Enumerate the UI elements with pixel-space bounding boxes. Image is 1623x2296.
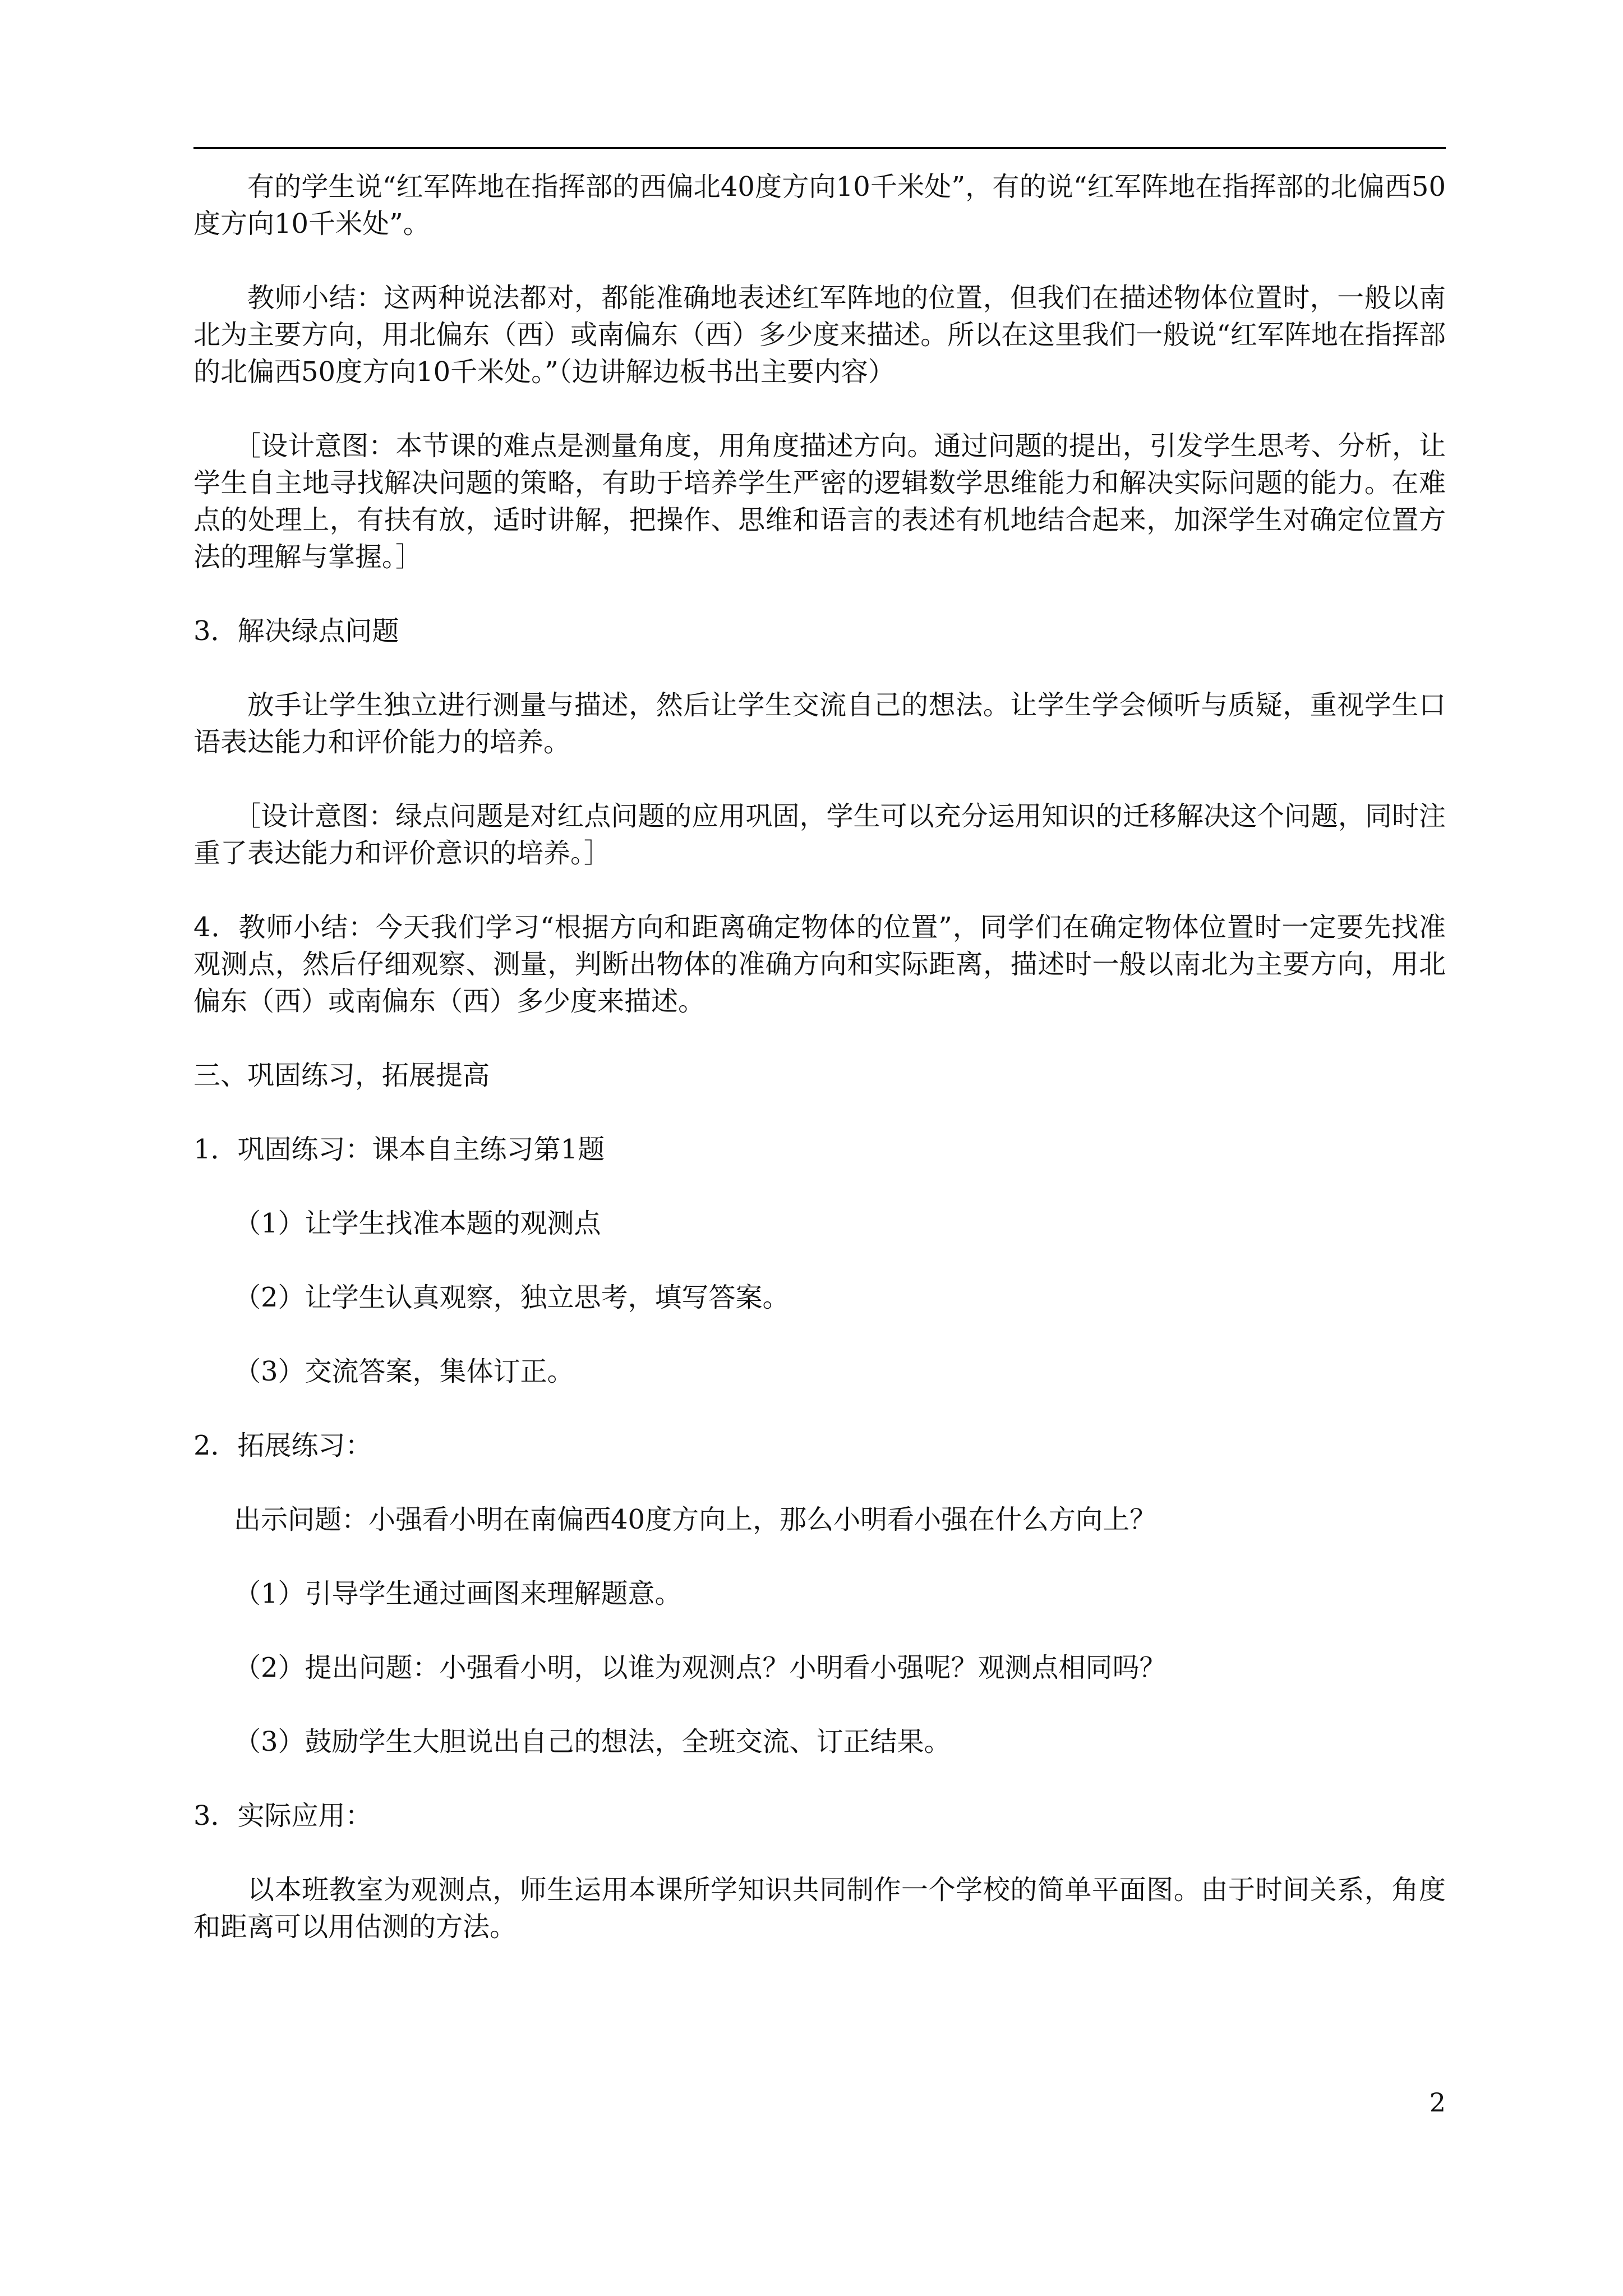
list-item-ext-2: （2）提出问题：小强看小明，以谁为观测点？小明看小强呢？观测点相同吗？ [234,1652,1166,1683]
list-item-1: （1）让学生找准本题的观测点 [234,1208,601,1239]
paragraph-teacher-summary: 教师小结：这两种说法都对，都能准确地表述红军阵地的位置，但我们在描述物体位置时，一般以南北为主要方向，用北偏东（西）或南偏东（西）多少度来描述。所以在这里我们一般说“红军阵地在指挥部的北偏西50度方向10千米处。”（边讲解边板书出主要内容） [193,282,1446,388]
list-item-3: （3）交流答案，集体订正。 [234,1356,574,1387]
paragraph-design-intent-1: ［设计意图：本节课的难点是测量角度，用角度描述方向。通过问题的提出，引发学生思考、分析，让学生自主地寻找解决问题的策略，有助于培养学生严密的逻辑数学思维能力和解决实际问题的能力。在难点的处理上，有扶有放，适时讲解，把操作、思维和语言的表述有机地结合起来，加深学生对确定位置方法的理解与掌握。］ [193,430,1446,573]
paragraph-red-army-statements: 有的学生说“红军阵地在指挥部的西偏北40度方向10千米处”，有的说“红军阵地在指挥部的北偏西50度方向10千米处”。 [193,171,1446,240]
list-item-ext-3: （3）鼓励学生大胆说出自己的想法，全班交流、订正结果。 [234,1726,951,1757]
header-rule [193,147,1446,149]
paragraph-independent-measure: 放手让学生独立进行测量与描述，然后让学生交流自己的想法。让学生学会倾听与质疑，重视学生口语表达能力和评价能力的培养。 [193,689,1446,758]
paragraph-design-intent-2: ［设计意图：绿点问题是对红点问题的应用巩固，学生可以充分运用知识的迁移解决这个问题，同时注重了表达能力和评价意识的培养。］ [193,800,1446,869]
list-item-ext-1: （1）引导学生通过画图来理解题意。 [234,1578,682,1609]
paragraph-problem-statement: 出示问题：小强看小明在南偏西40度方向上，那么小明看小强在什么方向上？ [234,1504,1157,1535]
list-item-2: （2）让学生认真观察，独立思考，填写答案。 [234,1282,790,1313]
paragraph-teacher-summary-4: 4．教师小结：今天我们学习“根据方向和距离确定物体的位置”，同学们在确定物体位置时一定要先找准观测点，然后仔细观察、测量，判断出物体的准确方向和实际距离，描述时一般以南北为主要方向，用北偏东（西）或南偏东（西）多少度来描述。 [193,912,1446,1017]
heading-consolidation-exercise: 1．巩固练习：课本自主练习第1题 [193,1134,605,1165]
page-number: 2 [1429,2087,1446,2118]
heading-extension-exercise: 2．拓展练习： [193,1430,372,1461]
paragraph-practical-application: 以本班教室为观测点，师生运用本课所学知识共同制作一个学校的简单平面图。由于时间关系，角度和距离可以用估测的方法。 [193,1874,1446,1943]
heading-practical-application: 3．实际应用： [193,1800,372,1832]
document-body [193,168,1446,1982]
heading-section-three: 三、巩固练习，拓展提高 [193,1060,490,1091]
heading-green-point: 3．解决绿点问题 [193,615,399,647]
